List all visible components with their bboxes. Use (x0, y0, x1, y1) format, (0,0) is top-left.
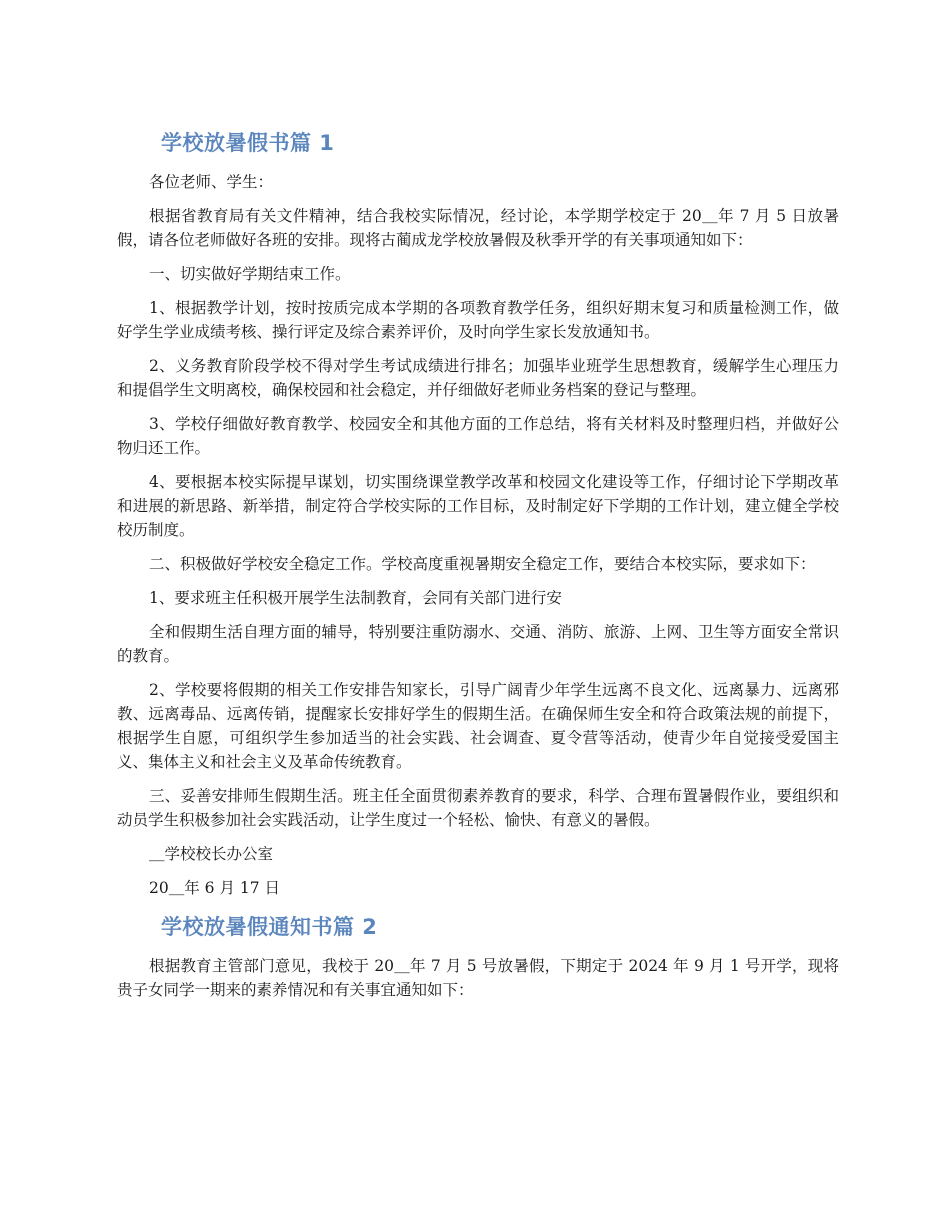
paragraph: 1、要求班主任积极开展学生法制教育，会同有关部门进行安 (149, 589, 562, 607)
section-2 (117, 910, 839, 1002)
intro-paragraph: 根据教育主管部门意见，我校于 20＿年 7 月 5 号放暑假，下期定于 2024 年 9 月 1 号开学，现将贵子女同学一期来的素养情况和有关事宜通知如下： (117, 957, 839, 999)
signature-office: ＿学校校长办公室 (149, 845, 274, 863)
intro-paragraph: 根据省教育局有关文件精神，结合我校实际情况，经讨论，本学期学校定于 20＿年 7 月 5 日放暑假，请各位老师做好各班的安排。现将古蔺成龙学校放暑假及秋季开学的有关事项通知如下： (117, 207, 839, 249)
salutation: 各位老师、学生： (149, 173, 274, 191)
section-heading: 学校放暑假通知书篇 2 (161, 915, 378, 939)
paragraph: 1、根据教学计划，按时按质完成本学期的各项教育教学任务，组织好期末复习和质量检测工作，做好学生学业成绩考核、操行评定及综合素养评价，及时向学生家长发放通知书。 (117, 299, 839, 341)
paragraph: 2、学校要将假期的相关工作安排告知家长，引导广阔青少年学生远离不良文化、远离暴力、远离邪教、远离毒品、远离传销，提醒家长安排好学生的假期生活。在确保师生安全和符合政策法规的前提下，根据学生自愿，可组织学生参加适当的社会实践、社会调查、夏令营等活动，使青少年自觉接受爱国主义、集体主义和社会主义及革命传统教育。 (117, 681, 839, 771)
paragraph: 4、要根据本校实际提早谋划，切实围绕课堂教学改革和校园文化建设等工作，仔细讨论下学期改革和进展的新思路、新举措，制定符合学校实际的工作目标，及时制定好下学期的工作计划，建立健全学校校历制度。 (117, 473, 839, 539)
paragraph: 全和假期生活自理方面的辅导，特别要注重防溺水、交通、消防、旅游、上网、卫生等方面安全常识的教育。 (117, 623, 839, 665)
paragraph: 2、义务教育阶段学校不得对学生考试成绩进行排名；加强毕业班学生思想教育，缓解学生心理压力和提倡学生文明离校，确保校园和社会稳定，并仔细做好老师业务档案的登记与整理。 (117, 357, 839, 399)
document-body (117, 126, 839, 1012)
section-heading: 学校放暑假书篇 1 (161, 131, 335, 155)
paragraph: 3、学校仔细做好教育教学、校园安全和其他方面的工作总结，将有关材料及时整理归档，并做好公物归还工作。 (117, 415, 839, 457)
section-1 (117, 126, 839, 900)
item-heading-2: 二、积极做好学校安全稳定工作。学校高度重视暑期安全稳定工作，要结合本校实际，要求如下： (149, 555, 816, 573)
item-heading-3: 三、妥善安排师生假期生活。班主任全面贯彻素养教育的要求，科学、合理布置暑假作业，要组织和动员学生积极参加社会实践活动，让学生度过一个轻松、愉快、有意义的暑假。 (117, 787, 839, 829)
signature-date: 20＿年 6 月 17 日 (149, 879, 281, 897)
item-heading-1: 一、切实做好学期结束工作。 (149, 265, 351, 283)
